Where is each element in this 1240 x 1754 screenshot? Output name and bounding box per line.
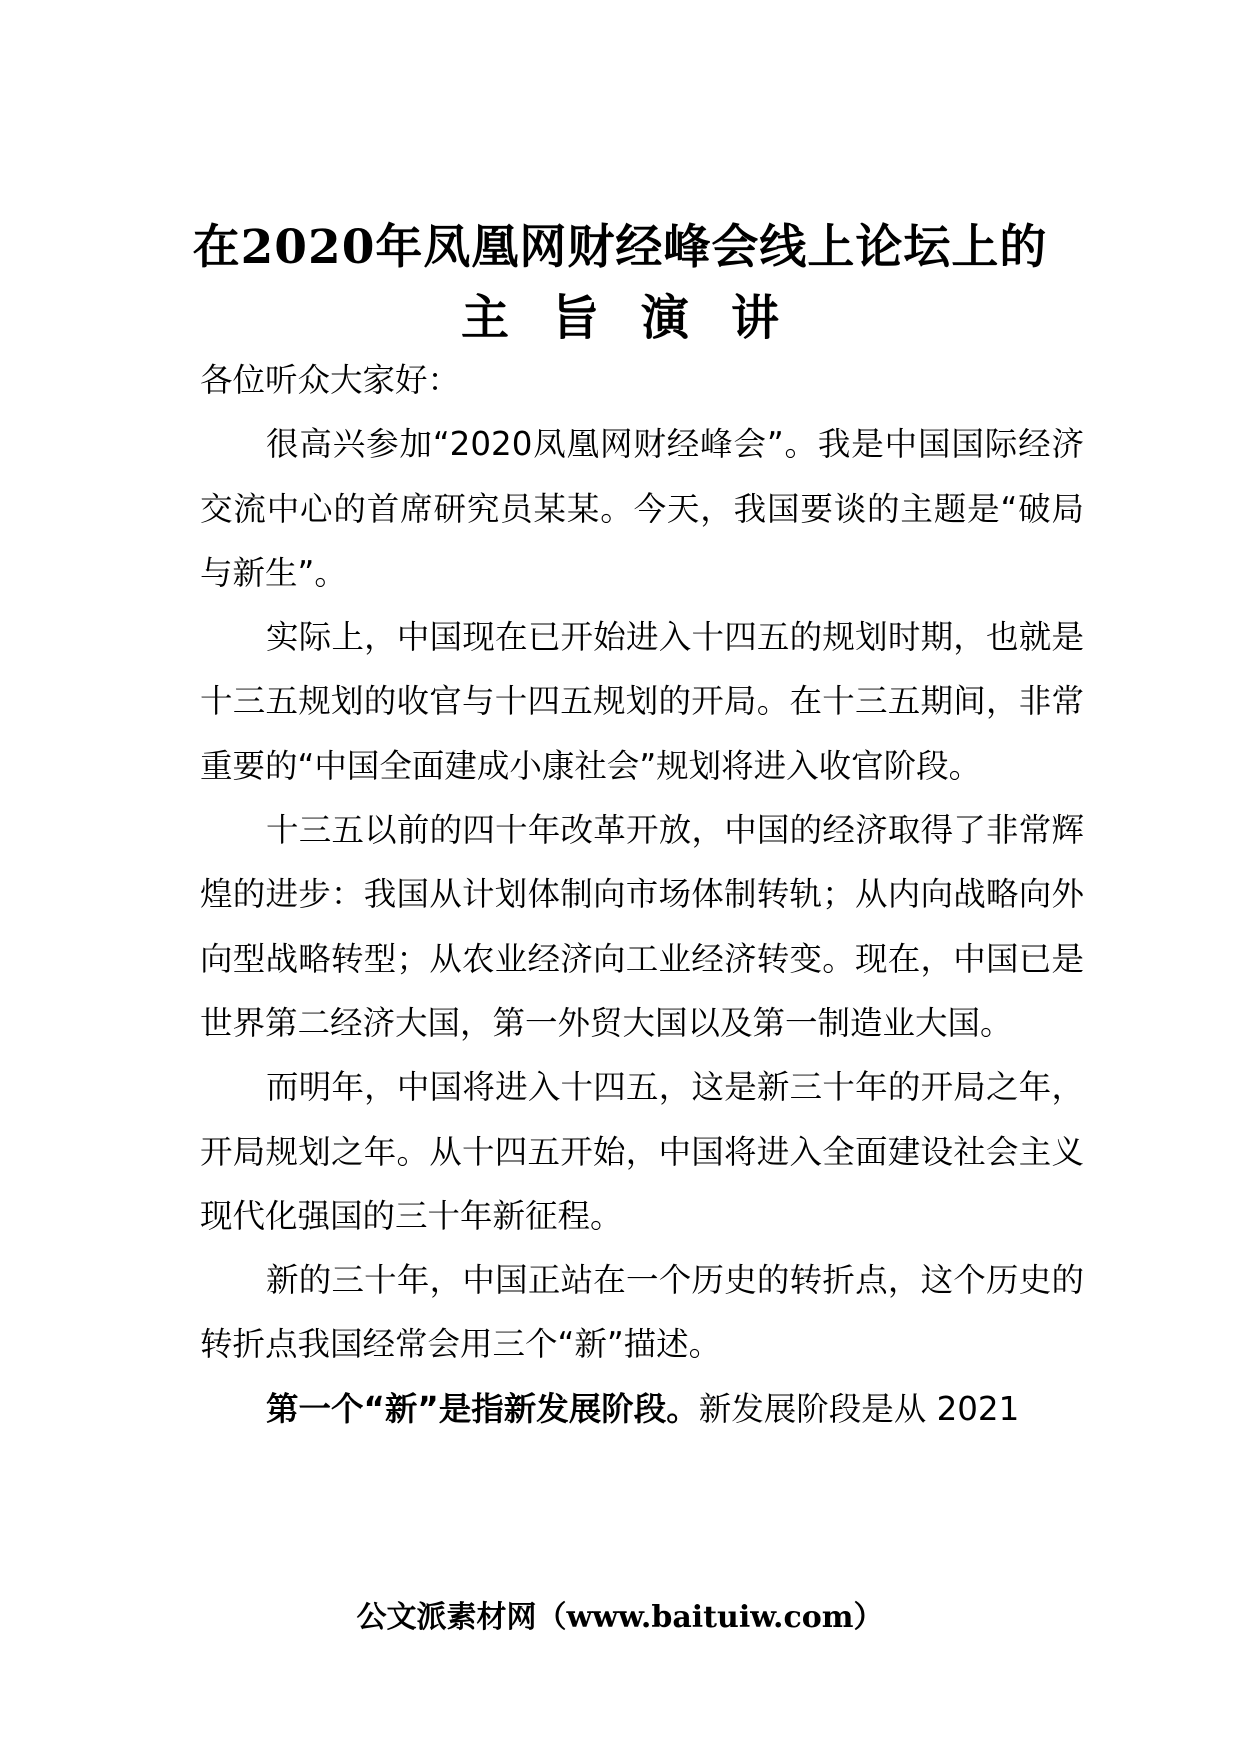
paragraph (200, 1377, 1084, 1441)
paragraph: 而明年，中国将进入十四五，这是新三十年的开局之年，开局规划之年。从十四五开始，中国将进入全面建设社会主义现代化强国的三十年新征程。 (200, 1068, 1084, 1235)
greeting: 各位听众大家好： (200, 361, 461, 399)
paragraph-text: 新发展阶段是从 2021 (698, 1389, 1020, 1428)
paragraph: 很高兴参加“2020凤凰网财经峰会”。我是中国国际经济交流中心的首席研究员某某。今天，我国要谈的主题是“破局与新生”。 (200, 425, 1084, 592)
paragraph: 十三五以前的四十年改革开放，中国的经济取得了非常辉煌的进步：我国从计划体制向市场体制转轨；从内向战略向外向型战略转型；从农业经济向工业经济转变。现在，中国已是世界第二经济大国，第一外贸大国以及第一制造业大国。 (200, 811, 1084, 1042)
paragraph: 实际上，中国现在已开始进入十四五的规划时期，也就是十三五规划的收官与十四五规划的开局。在十三五期间，非常重要的“中国全面建成小康社会”规划将进入收官阶段。 (200, 618, 1084, 785)
document-body (200, 348, 1084, 1441)
document-subtitle: 主旨演讲 (460, 290, 821, 346)
emphasis-heading: 第一个“新”是指新发展阶段。 (266, 1389, 699, 1428)
paragraph: 新的三十年，中国正站在一个历史的转折点，这个历史的转折点我国经常会用三个“新”描述。 (200, 1261, 1084, 1364)
footer-watermark: 公文派素材网（www.baituiw.com） (356, 1600, 884, 1635)
document-title: 在2020年凤凰网财经峰会线上论坛上的 (192, 220, 1048, 275)
